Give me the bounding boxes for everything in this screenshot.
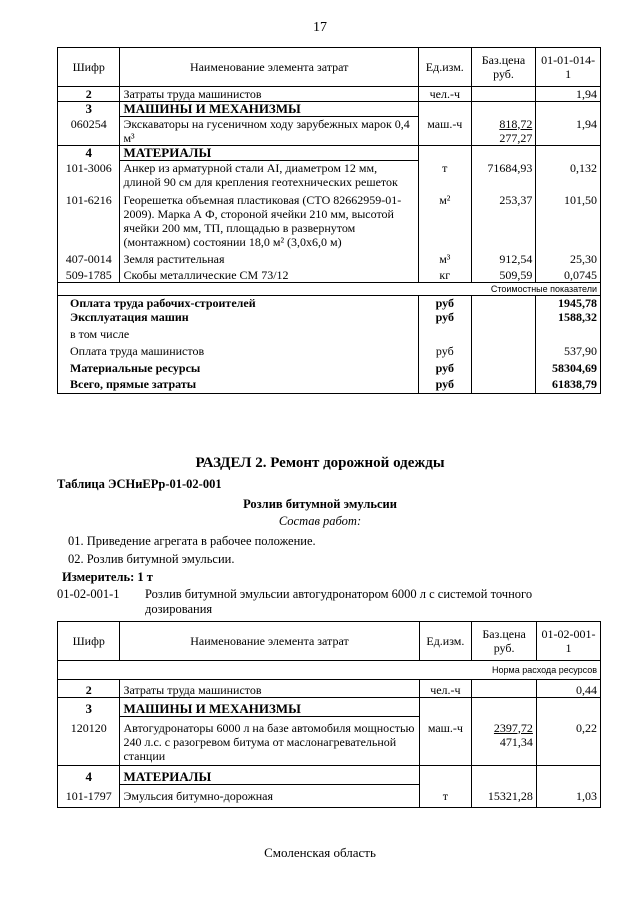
empty-cell <box>536 766 600 785</box>
row-value: 25,30 <box>536 249 601 266</box>
empty-cell <box>472 698 537 717</box>
cost-name: Всего, прямые затраты <box>58 375 419 394</box>
cost-row <box>58 296 601 311</box>
row-value: 1,94 <box>536 117 601 146</box>
header-resource-code: 01-01-014-1 <box>536 48 601 87</box>
empty-cell <box>419 698 472 717</box>
empty-cell <box>471 324 536 341</box>
row-name: Анкер из арматурной стали AI, диаметром 12 мм, длиной 90 см для крепления геотехнических решеток <box>120 161 418 190</box>
cost-unit: руб <box>418 358 471 375</box>
row-name: Скобы металлические СМ 73/12 <box>120 266 418 283</box>
step-2: 02. Розлив битумной эмульсии. <box>68 552 235 566</box>
empty-cell <box>471 358 536 375</box>
row-price <box>471 117 536 146</box>
cost-name: Материальные ресурсы <box>58 358 419 375</box>
section-row <box>58 102 601 117</box>
table-row <box>58 717 601 766</box>
row-unit: т <box>419 785 472 808</box>
table-row <box>58 87 601 102</box>
section-row <box>58 766 601 785</box>
header-resource-code: 01-02-001-1 <box>536 622 600 661</box>
section-code: 4 <box>58 766 120 785</box>
row-value: 1,03 <box>536 785 600 808</box>
row-price: 71684,93 <box>471 161 536 190</box>
cost-row <box>58 310 601 324</box>
cost-row <box>58 358 601 375</box>
cost-row <box>58 341 601 358</box>
empty-cell <box>471 102 536 117</box>
page-footer: Смоленская область <box>264 845 376 860</box>
cost-unit: руб <box>418 310 471 324</box>
row-value: 101,50 <box>536 189 601 249</box>
header-code: Шифр <box>58 48 120 87</box>
row-name: Экскаваторы на гусеничном ходу зарубежных марок 0,4 м³ <box>120 117 418 146</box>
row-price <box>472 680 537 698</box>
row-name: Земля растительная <box>120 249 418 266</box>
price-secondary: 277,27 <box>499 130 533 145</box>
empty-cell <box>418 324 471 341</box>
header-price: Баз.цена руб. <box>471 48 536 87</box>
row-code: 060254 <box>58 117 120 146</box>
row-name: Затраты труда машинистов <box>120 680 419 698</box>
empty-cell <box>536 146 601 161</box>
row-code: 407-0014 <box>58 249 120 266</box>
norm-header: Норма расхода ресурсов <box>58 661 601 680</box>
cost-value: 1945,78 <box>536 296 601 311</box>
row-unit: чел.-ч <box>418 87 471 102</box>
row-name: Эмульсия битумно-дорожная <box>120 785 419 808</box>
cost-unit: руб <box>418 341 471 358</box>
row-value: 0,44 <box>536 680 600 698</box>
item-description: Розлив битумной эмульсии автогудронатором 6000 л с системой точного дозирования <box>145 587 533 616</box>
cost-value: 1588,32 <box>536 310 601 324</box>
empty-cell <box>536 698 600 717</box>
resource-table-2 <box>57 621 601 808</box>
section-heading: РАЗДЕЛ 2. Ремонт дорожной одежды <box>195 455 445 471</box>
row-code: 101-3006 <box>58 161 120 190</box>
row-name: Автогудронаторы 6000 л на базе автомобиля мощностью 240 л.с. с разогревом битума от маслонагревательной станции <box>120 717 419 766</box>
cost-name: Эксплуатация машин <box>58 310 419 324</box>
cost-unit: руб <box>418 296 471 311</box>
row-price <box>472 717 537 766</box>
row-code: 2 <box>58 680 120 698</box>
row-value: 0,22 <box>536 717 600 766</box>
empty-cell <box>418 102 471 117</box>
section-title: МАШИНЫ И МЕХАНИЗМЫ <box>120 698 419 717</box>
empty-cell <box>536 324 601 341</box>
cost-row <box>58 375 601 394</box>
header-unit: Ед.изм. <box>418 48 471 87</box>
item-code: 01-02-001-1 <box>57 587 120 601</box>
row-code: 120120 <box>58 717 120 766</box>
cost-unit: руб <box>418 375 471 394</box>
empty-cell <box>418 146 471 161</box>
empty-cell <box>419 766 472 785</box>
cost-name: в том числе <box>58 324 419 341</box>
empty-cell <box>471 341 536 358</box>
row-value: 0,132 <box>536 161 601 190</box>
section-title: МАТЕРИАЛЫ <box>120 146 418 161</box>
table-label: Таблица ЭСНиЕРр-01-02-001 <box>57 477 222 491</box>
section-row <box>58 146 601 161</box>
row-price: 912,54 <box>471 249 536 266</box>
cost-name: Оплата труда машинистов <box>58 341 419 358</box>
table-row <box>58 189 601 249</box>
row-unit: маш.-ч <box>418 117 471 146</box>
empty-cell <box>471 375 536 394</box>
resource-table-1 <box>57 47 601 394</box>
section-code: 3 <box>58 698 120 717</box>
row-code: 101-1797 <box>58 785 120 808</box>
empty-cell <box>471 146 536 161</box>
row-value: 0,0745 <box>536 266 601 283</box>
header-price: Баз.цена руб. <box>472 622 537 661</box>
step-1: 01. Приведение агрегата в рабочее положение. <box>68 534 316 548</box>
cost-name: Оплата труда рабочих-строителей <box>58 296 419 311</box>
cost-row <box>58 324 601 341</box>
row-unit: м³ <box>418 249 471 266</box>
measure: Измеритель: 1 т <box>62 570 153 584</box>
cost-value: 58304,69 <box>536 358 601 375</box>
work-title: Розлив битумной эмульсии <box>243 497 397 511</box>
row-name: Георешетка объемная пластиковая (СТО 82662959-01-2009). Марка А Ф, стороной ячейки 210 мм, высотой ячейки 200 мм, ТП, площадью в развернутом (монтажном) состоянии 18,0 м² (3,0х6,0 м) <box>120 189 418 249</box>
section-title: МАШИНЫ И МЕХАНИЗМЫ <box>120 102 418 117</box>
table-row <box>58 266 601 283</box>
empty-cell <box>471 296 536 311</box>
row-name: Затраты труда машинистов <box>120 87 418 102</box>
row-value: 1,94 <box>536 87 601 102</box>
header-code: Шифр <box>58 622 120 661</box>
header-name: Наименование элемента затрат <box>120 622 419 661</box>
header-name: Наименование элемента затрат <box>120 48 418 87</box>
table-row <box>58 117 601 146</box>
row-unit: м² <box>418 189 471 249</box>
price-secondary: 471,34 <box>499 734 533 749</box>
row-unit: т <box>418 161 471 190</box>
row-code: 101-6216 <box>58 189 120 249</box>
price-primary: 2397,72 <box>493 720 533 735</box>
empty-cell <box>536 102 601 117</box>
row-price <box>471 87 536 102</box>
table-header-row <box>58 622 601 661</box>
page-number: 17 <box>313 20 327 35</box>
table-row <box>58 785 601 808</box>
section-code: 4 <box>58 146 120 161</box>
work-composition: Состав работ: <box>278 514 362 528</box>
table-row <box>58 680 601 698</box>
cost-value: 537,90 <box>536 341 601 358</box>
cost-header: Стоимостные показатели <box>58 283 601 296</box>
cost-value: 61838,79 <box>536 375 601 394</box>
row-unit: чел.-ч <box>419 680 472 698</box>
empty-cell <box>472 766 537 785</box>
section-code: 3 <box>58 102 120 117</box>
table-row <box>58 161 601 190</box>
empty-cell <box>471 310 536 324</box>
row-unit: маш.-ч <box>419 717 472 766</box>
section-title: МАТЕРИАЛЫ <box>120 766 419 785</box>
row-code: 2 <box>58 87 120 102</box>
price-primary: 818,72 <box>499 116 533 131</box>
table-row <box>58 249 601 266</box>
header-unit: Ед.изм. <box>419 622 472 661</box>
row-price: 15321,28 <box>472 785 537 808</box>
row-price: 253,37 <box>471 189 536 249</box>
row-code: 509-1785 <box>58 266 120 283</box>
cost-header-row <box>58 283 601 296</box>
norm-header-row <box>58 661 601 680</box>
row-price: 509,59 <box>471 266 536 283</box>
row-unit: кг <box>418 266 471 283</box>
table-header-row <box>58 48 601 87</box>
section-row <box>58 698 601 717</box>
